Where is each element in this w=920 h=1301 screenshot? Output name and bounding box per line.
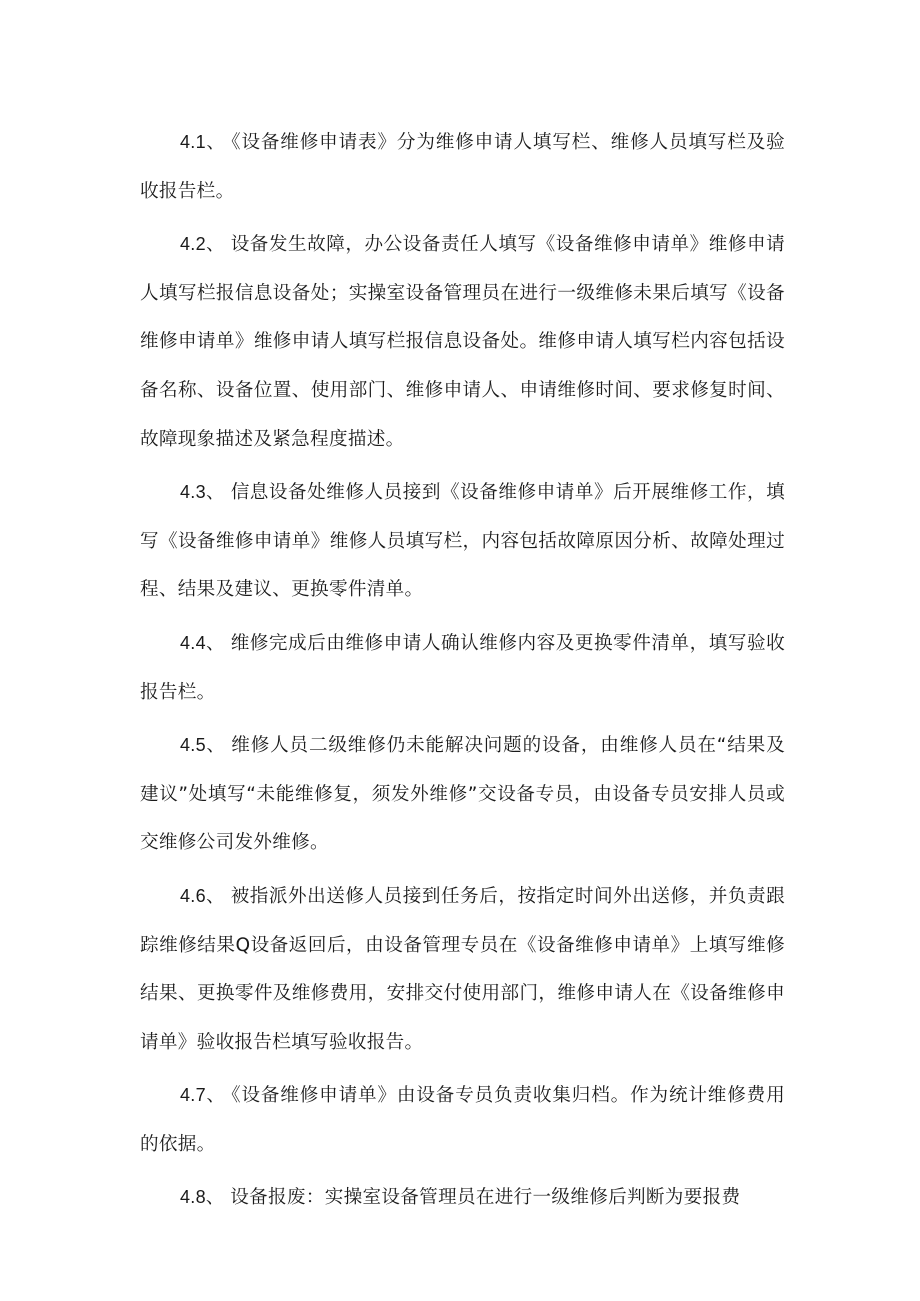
section-number: 4.6、 [180,885,225,906]
paragraph-text: 设备报废：实操室设备管理员在进行一级维修后判断为要报费 [230,1187,741,1209]
section-number: 4.5、 [180,735,226,756]
paragraph-4-8 [140,1173,785,1223]
paragraph-text: 《设备维修申请单》由设备专员负责收集归档。作为统计维修费用的依据。 [140,1085,785,1155]
section-number: 4.1、 [180,132,226,152]
paragraph-text: 信息设备处维修人员接到《设备维修申请单》后开展维修工作，填写《设备维修申请单》维修人员填写栏，内容包括故障原因分析、故障处理过程、结果及建议、更换零件清单。 [140,482,785,601]
paragraph-text: 设备发生故障，办公设备责任人填写《设备维修申请单》维修申请人填写栏报信息设备处；实操室设备管理员在进行一级维修未果后填写《设备维修申请单》维修申请人填写栏报信息设备处。维修申请人填写栏内容包括设备名称、设备位置、使用部门、维修申请人、申请维修时间、要求修复时间、故障现象描述及紧急程度描述。 [140,234,785,450]
paragraph-text: 《设备维修申请表》分为维修申请人填写栏、维修人员填写栏及验收报告栏。 [140,132,785,202]
section-number: 4.8、 [180,1187,225,1208]
paragraph-text: 被指派外出送修人员接到任务后，按指定时间外出送修，并负责跟踪维修结果Q设备返回后，由设备管理专员在《设备维修申请单》上填写维修结果、更换零件及维修费用，安排交付使用部门，维修申请人在《设备维修申请单》验收报告栏填写验收报告。 [140,885,785,1053]
paragraph-4-6 [140,872,785,1067]
paragraph-4-4 [140,619,785,717]
section-number: 4.7、 [180,1085,226,1106]
paragraph-text: 维修完成后由维修申请人确认维修内容及更换零件清单，填写验收报告栏。 [140,632,785,703]
section-number: 4.3、 [180,482,225,503]
paragraph-4-7 [140,1071,785,1169]
paragraph-4-5 [140,721,785,868]
section-number: 4.4、 [180,632,225,653]
paragraph-4-2 [140,220,785,464]
paragraph-text: 维修人员二级维修仍未能解决问题的设备，由维修人员在“结果及建议”处填写“未能维修复，须发外维修”交设备专员，由设备专员安排人员或交维修公司发外维修。 [140,735,785,854]
paragraph-4-1 [140,118,785,216]
paragraph-4-3 [140,468,785,615]
section-number: 4.2、 [180,234,225,255]
document-body [140,118,785,1227]
